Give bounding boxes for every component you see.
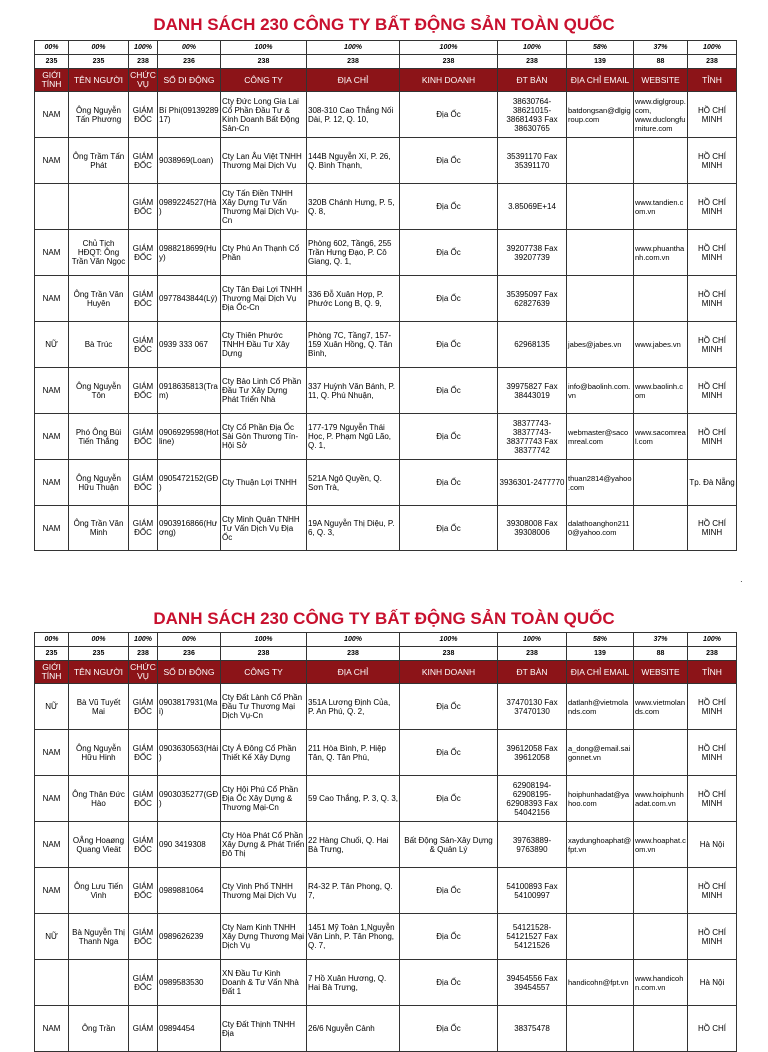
cell-company: Cty Tấn Điền TNHH Xây Dựng Tư Vấn Thương Mại Dịch Vụ-Cn xyxy=(221,184,307,230)
cell-company: Cty Hội Phú Cổ Phần Địa Ốc Xây Dựng & Thương Mại-Cn xyxy=(221,776,307,822)
cell-email: jabes@jabes.vn xyxy=(567,322,634,368)
cell-company: Cty Á Đông Cổ Phần Thiết Kế Xây Dựng xyxy=(221,730,307,776)
cell-person-name: Ông Nguyễn Hữu Hinh xyxy=(69,730,129,776)
count-cell: 238 xyxy=(498,55,567,69)
cell-position: GIÁM ĐỐC xyxy=(129,368,158,414)
cell-mobile: Bí Phi(09139289 17) xyxy=(158,92,221,138)
cell-phone: 37470130 Fax 37470130 xyxy=(498,684,567,730)
cell-province: Hà Nội xyxy=(688,960,737,1006)
cell-company: Cty Tân Đại Lợi TNHH Thương Mại Dịch Vụ Địa Ốc-Cn xyxy=(221,276,307,322)
company-table-2 xyxy=(34,632,737,1052)
cell-business: Địa Ốc xyxy=(400,730,498,776)
cell-phone: 35391170 Fax 35391170 xyxy=(498,138,567,184)
cell-email: datlanh@vietmolands.com xyxy=(567,684,634,730)
cell-address: 521A Ngô Quyền, Q. Sơn Trà, xyxy=(307,460,400,506)
cell-position: GIÁM ĐỐC xyxy=(129,414,158,460)
cell-mobile: 0903630563(Hải) xyxy=(158,730,221,776)
cell-website: www.phuanthanh.com.vn xyxy=(634,230,688,276)
column-header-position: CHỨC VỤ xyxy=(129,661,158,684)
cell-phone: 38375478 xyxy=(498,1006,567,1052)
cell-province: HỒ CHÍ MINH xyxy=(688,730,737,776)
cell-business: Địa Ốc xyxy=(400,1006,498,1052)
count-cell: 238 xyxy=(307,647,400,661)
cell-person-name: Bà Nguyễn Thị Thanh Nga xyxy=(69,914,129,960)
count-row xyxy=(35,647,737,661)
cell-email xyxy=(567,914,634,960)
cell-province: HỒ CHÍ MINH xyxy=(688,414,737,460)
cell-address: 59 Cao Thắng, P. 3, Q. 3, xyxy=(307,776,400,822)
percent-cell: 37% xyxy=(634,633,688,647)
cell-gender: NAM xyxy=(35,230,69,276)
percent-cell: 100% xyxy=(498,633,567,647)
cell-phone: 54121528-54121527 Fax 54121526 xyxy=(498,914,567,960)
cell-mobile: 0903916866(Hương) xyxy=(158,506,221,551)
cell-website xyxy=(634,868,688,914)
cell-company: Cty Thiên Phước TNHH Đầu Tư Xây Dựng xyxy=(221,322,307,368)
cell-mobile: 0989626239 xyxy=(158,914,221,960)
cell-address: 19A Nguyễn Thị Diệu, P. 6, Q. 3, xyxy=(307,506,400,551)
cell-mobile: 0977843844(Lý) xyxy=(158,276,221,322)
percent-cell: 100% xyxy=(400,633,498,647)
cell-phone: 62968135 xyxy=(498,322,567,368)
count-cell: 238 xyxy=(688,647,737,661)
cell-province: HỒ CHÍ MINH xyxy=(688,684,737,730)
count-cell: 235 xyxy=(69,647,129,661)
cell-gender: NỮ xyxy=(35,684,69,730)
count-cell: 238 xyxy=(129,647,158,661)
cell-company: Cty Hòa Phát Cổ Phần Xây Dựng & Phát Triển Đô Thị xyxy=(221,822,307,868)
table-row xyxy=(35,776,737,822)
cell-business: Địa Ốc xyxy=(400,506,498,551)
cell-mobile: 09894454 xyxy=(158,1006,221,1052)
cell-company: Cty Đất Lành Cổ Phần Đầu Tư Thương Mại Dịch Vụ-Cn xyxy=(221,684,307,730)
count-cell: 139 xyxy=(567,647,634,661)
cell-person-name: Ông Trần Văn Minh xyxy=(69,506,129,551)
column-header-business: KINH DOANH xyxy=(400,69,498,92)
cell-position: GIÁM ĐỐC xyxy=(129,322,158,368)
percent-cell: 100% xyxy=(307,41,400,55)
cell-company: Cty Vinh Phố TNHH Thương Mại Dịch Vụ xyxy=(221,868,307,914)
cell-phone: 3936301-2477770 xyxy=(498,460,567,506)
cell-gender: NAM xyxy=(35,730,69,776)
count-cell: 238 xyxy=(498,647,567,661)
cell-person-name: Ông Lưu Tiến Vinh xyxy=(69,868,129,914)
column-header-company: CÔNG TY xyxy=(221,661,307,684)
percent-cell: 100% xyxy=(221,41,307,55)
cell-address: 337 Huỳnh Văn Bánh, P. 11, Q. Phú Nhuận, xyxy=(307,368,400,414)
cell-address: R4-32 P. Tân Phong, Q. 7, xyxy=(307,868,400,914)
cell-business: Địa Ốc xyxy=(400,684,498,730)
cell-position: GIÁM ĐỐC xyxy=(129,776,158,822)
cell-person-name: Phó Ông Bùi Tiến Thắng xyxy=(69,414,129,460)
column-header-address: ĐỊA CHỈ xyxy=(307,69,400,92)
cell-position: GIÁM ĐỐC xyxy=(129,914,158,960)
cell-position: GIÁM ĐỐC xyxy=(129,868,158,914)
cell-position: GIÁM xyxy=(129,1006,158,1052)
cell-phone: 39612058 Fax 39612058 xyxy=(498,730,567,776)
table-row xyxy=(35,960,737,1006)
cell-mobile: 0905472152(GĐ) xyxy=(158,460,221,506)
cell-gender: NAM xyxy=(35,506,69,551)
cell-business: Địa Ốc xyxy=(400,322,498,368)
cell-address: 336 Đỗ Xuân Hợp, P. Phước Long B, Q. 9, xyxy=(307,276,400,322)
percent-cell: 100% xyxy=(307,633,400,647)
cell-website: www.sacomreal.com xyxy=(634,414,688,460)
cell-business: Địa Ốc xyxy=(400,230,498,276)
cell-position: GIÁM ĐỐC xyxy=(129,460,158,506)
cell-province: HỒ CHÍ MINH xyxy=(688,230,737,276)
cell-phone: 39308008 Fax 39308006 xyxy=(498,506,567,551)
cell-phone: 38377743-38377743-38377743 Fax 38377742 xyxy=(498,414,567,460)
cell-business: Địa Ốc xyxy=(400,368,498,414)
cell-phone: 39454556 Fax 39454557 xyxy=(498,960,567,1006)
cell-province: HỒ CHÍ MINH xyxy=(688,506,737,551)
percent-cell: 00% xyxy=(158,633,221,647)
cell-mobile: 0918635813(Tram) xyxy=(158,368,221,414)
column-header-province: TỈNH xyxy=(688,661,737,684)
cell-position: GIÁM ĐỐC xyxy=(129,506,158,551)
count-cell: 238 xyxy=(129,55,158,69)
cell-mobile: 090 3419308 xyxy=(158,822,221,868)
cell-business: Địa Ốc xyxy=(400,414,498,460)
count-cell: 139 xyxy=(567,55,634,69)
count-cell: 88 xyxy=(634,647,688,661)
cell-person-name: Ông Nguyễn Tấn Phương xyxy=(69,92,129,138)
cell-website: www.vietmolands.com xyxy=(634,684,688,730)
cell-address: Phòng 7C, Tầng7, 157-159 Xuân Hồng, Q. Tân Bình, xyxy=(307,322,400,368)
column-header-gender: GIỚI TÍNH xyxy=(35,69,69,92)
cell-position: GIÁM ĐỐC xyxy=(129,138,158,184)
cell-mobile: 0988218699(Huy) xyxy=(158,230,221,276)
cell-mobile: 0903035277(GĐ) xyxy=(158,776,221,822)
cell-person-name: Bà Trúc xyxy=(69,322,129,368)
cell-gender: NAM xyxy=(35,1006,69,1052)
column-header-website: WEBSITE xyxy=(634,661,688,684)
cell-mobile: 0906929598(Hotline) xyxy=(158,414,221,460)
cell-email: handicohn@fpt.vn xyxy=(567,960,634,1006)
stray-mark: · xyxy=(740,577,743,586)
cell-person-name: OÂng Hoaøng Quang Vieät xyxy=(69,822,129,868)
cell-province: HỒ CHÍ MINH xyxy=(688,276,737,322)
cell-position: GIÁM ĐỐC xyxy=(129,230,158,276)
cell-phone: 35395097 Fax 62827639 xyxy=(498,276,567,322)
cell-email: dalathoanghon2110@yahoo.com xyxy=(567,506,634,551)
column-header-email: ĐỊA CHỈ EMAIL xyxy=(567,661,634,684)
cell-business: Địa Ốc xyxy=(400,184,498,230)
header-row xyxy=(35,661,737,684)
cell-business: Địa Ốc xyxy=(400,776,498,822)
column-header-mobile: SỐ DI ĐỘNG xyxy=(158,661,221,684)
table-row xyxy=(35,1006,737,1052)
cell-company: Cty Thuận Lợi TNHH xyxy=(221,460,307,506)
cell-province: HỒ CHÍ MINH xyxy=(688,184,737,230)
count-cell: 238 xyxy=(688,55,737,69)
count-cell: 235 xyxy=(35,647,69,661)
column-header-website: WEBSITE xyxy=(634,69,688,92)
cell-address: 7 Hồ Xuân Hương, Q. Hai Bà Trưng, xyxy=(307,960,400,1006)
count-cell: 235 xyxy=(69,55,129,69)
column-header-mobile: SỐ DI ĐỘNG xyxy=(158,69,221,92)
percent-cell: 00% xyxy=(69,41,129,55)
cell-person-name xyxy=(69,960,129,1006)
page-title-1: DANH SÁCH 230 CÔNG TY BẤT ĐỘNG SẢN TOÀN QUỐC xyxy=(153,15,615,34)
cell-person-name: Ông Trần Văn Huyên xyxy=(69,276,129,322)
cell-position: GIÁM ĐỐC xyxy=(129,960,158,1006)
cell-company: Cty Nam Kinh TNHH Xây Dựng Thương Mại Dịch Vụ xyxy=(221,914,307,960)
cell-business: Địa Ốc xyxy=(400,138,498,184)
cell-business: Địa Ốc xyxy=(400,92,498,138)
cell-email: xaydunghoaphat@fpt.vn xyxy=(567,822,634,868)
column-header-position: CHỨC VỤ xyxy=(129,69,158,92)
cell-gender: NAM xyxy=(35,138,69,184)
column-header-person-name: TÊN NGƯỜI xyxy=(69,661,129,684)
cell-position: GIÁM ĐỐC xyxy=(129,822,158,868)
cell-business: Địa Ốc xyxy=(400,914,498,960)
count-cell: 235 xyxy=(35,55,69,69)
cell-email xyxy=(567,868,634,914)
count-cell: 236 xyxy=(158,55,221,69)
cell-person-name: Ông Thân Đức Hào xyxy=(69,776,129,822)
count-cell: 238 xyxy=(400,647,498,661)
cell-province: HỒ CHÍ MINH xyxy=(688,914,737,960)
cell-website: www.handicohn.com.vn xyxy=(634,960,688,1006)
cell-gender xyxy=(35,960,69,1006)
cell-mobile: 0989881064 xyxy=(158,868,221,914)
percent-cell: 00% xyxy=(35,41,69,55)
cell-address: 144B Nguyễn Xí, P. 26, Q. Bình Thạnh, xyxy=(307,138,400,184)
cell-position: GIÁM ĐỐC xyxy=(129,730,158,776)
cell-province: HỒ CHÍ xyxy=(688,1006,737,1052)
cell-address: Phòng 602, Tầng6, 255 Trần Hưng Đạo, P. Cô Giang, Q. 1, xyxy=(307,230,400,276)
cell-province: Tp. Đà Nẵng xyxy=(688,460,737,506)
table-row xyxy=(35,914,737,960)
percent-cell: 100% xyxy=(129,41,158,55)
cell-phone: 39975827 Fax 38443019 xyxy=(498,368,567,414)
table-row xyxy=(35,684,737,730)
cell-gender: NỮ xyxy=(35,914,69,960)
column-header-person-name: TÊN NGƯỜI xyxy=(69,69,129,92)
count-cell: 238 xyxy=(307,55,400,69)
percent-cell: 100% xyxy=(498,41,567,55)
cell-company: Cty Minh Quân TNHH Tư Vấn Dịch Vụ Địa Ốc xyxy=(221,506,307,551)
column-header-phone: ĐT BÀN xyxy=(498,69,567,92)
table-row xyxy=(35,868,737,914)
cell-gender: NAM xyxy=(35,414,69,460)
cell-website xyxy=(634,914,688,960)
cell-province: HỒ CHÍ MINH xyxy=(688,138,737,184)
cell-company: Cty Phú An Thạnh Cổ Phần xyxy=(221,230,307,276)
column-header-business: KINH DOANH xyxy=(400,661,498,684)
cell-person-name: Ông Nguyễn Tôn xyxy=(69,368,129,414)
cell-person-name: Ông Trầm Tấn Phát xyxy=(69,138,129,184)
column-header-phone: ĐT BÀN xyxy=(498,661,567,684)
percent-cell: 58% xyxy=(567,633,634,647)
cell-business: Địa Ốc xyxy=(400,460,498,506)
cell-email: webmaster@sacomreal.com xyxy=(567,414,634,460)
cell-person-name: Bà Vũ Tuyết Mai xyxy=(69,684,129,730)
percent-cell: 100% xyxy=(400,41,498,55)
cell-gender: NAM xyxy=(35,822,69,868)
page-title-2: DANH SÁCH 230 CÔNG TY BẤT ĐỘNG SẢN TOÀN QUỐC xyxy=(153,609,615,628)
table-row xyxy=(35,822,737,868)
cell-mobile: 0903817931(Mai) xyxy=(158,684,221,730)
percent-cell: 00% xyxy=(35,633,69,647)
cell-address: 308-310 Cao Thắng Nối Dài, P. 12, Q. 10, xyxy=(307,92,400,138)
cell-website xyxy=(634,730,688,776)
percent-cell: 00% xyxy=(69,633,129,647)
cell-business: Địa Ốc xyxy=(400,276,498,322)
column-header-company: CÔNG TY xyxy=(221,69,307,92)
count-cell: 238 xyxy=(221,55,307,69)
column-header-address: ĐỊA CHỈ xyxy=(307,661,400,684)
cell-business: Địa Ốc xyxy=(400,868,498,914)
cell-phone: 39763889-9763890 xyxy=(498,822,567,868)
cell-address: 26/6 Nguyễn Cảnh xyxy=(307,1006,400,1052)
percent-cell: 37% xyxy=(634,41,688,55)
cell-email: thuan2814@yahoo.com xyxy=(567,460,634,506)
cell-address: 211 Hòa Bình, P. Hiệp Tân, Q. Tân Phú, xyxy=(307,730,400,776)
cell-province: HỒ CHÍ MINH xyxy=(688,868,737,914)
cell-province: Hà Nội xyxy=(688,822,737,868)
cell-address: 22 Hàng Chuối, Q. Hai Bà Trưng, xyxy=(307,822,400,868)
cell-business: Bất Động Sản-Xây Dựng & Quản Lý xyxy=(400,822,498,868)
cell-gender: NAM xyxy=(35,368,69,414)
cell-address: 1451 Mỹ Toàn 1,Nguyễn Văn Linh, P. Tân Phong, Q. 7, xyxy=(307,914,400,960)
cell-gender: NAM xyxy=(35,460,69,506)
percent-cell: 58% xyxy=(567,41,634,55)
percent-cell: 100% xyxy=(688,633,737,647)
cell-phone: 3.85069E+14 xyxy=(498,184,567,230)
cell-email: info@baolinh.com.vn xyxy=(567,368,634,414)
percent-cell: 100% xyxy=(688,41,737,55)
column-header-gender: GIỚI TÍNH xyxy=(35,661,69,684)
cell-email xyxy=(567,1006,634,1052)
cell-gender: NAM xyxy=(35,92,69,138)
count-cell: 88 xyxy=(634,55,688,69)
cell-province: HỒ CHÍ MINH xyxy=(688,92,737,138)
cell-company: Cty Đức Long Gia Lai Cổ Phần Đầu Tư & Kinh Doanh Bất Động Sản-Cn xyxy=(221,92,307,138)
cell-gender: NAM xyxy=(35,868,69,914)
count-cell: 238 xyxy=(221,647,307,661)
cell-website: www.diglgroup.com, www.duclongfurniture.com xyxy=(634,92,688,138)
cell-company: XN Đầu Tư Kinh Doanh & Tư Vấn Nhà Đất 1 xyxy=(221,960,307,1006)
cell-position: GIÁM ĐỐC xyxy=(129,92,158,138)
percent-cell: 100% xyxy=(129,633,158,647)
cell-company: Cty Lan Âu Việt TNHH Thương Mại Dịch Vụ xyxy=(221,138,307,184)
cell-gender: NỮ xyxy=(35,322,69,368)
cell-position: GIÁM ĐỐC xyxy=(129,276,158,322)
cell-mobile: 9038969(Loan) xyxy=(158,138,221,184)
cell-person-name: Ông Nguyễn Hữu Thuận xyxy=(69,460,129,506)
count-cell: 236 xyxy=(158,647,221,661)
cell-gender: NAM xyxy=(35,276,69,322)
cell-website: www.tandien.com.vn xyxy=(634,184,688,230)
cell-gender: NAM xyxy=(35,776,69,822)
cell-mobile: 0989583530 xyxy=(158,960,221,1006)
cell-company: Cty Đất Thịnh TNHH Địa xyxy=(221,1006,307,1052)
cell-phone: 38630764-38621015-38681493 Fax 38630765 xyxy=(498,92,567,138)
cell-company: Cty Cổ Phần Địa Ốc Sài Gòn Thương Tín-Hội Sở xyxy=(221,414,307,460)
column-header-province: TỈNH xyxy=(688,69,737,92)
percent-cell: 100% xyxy=(221,633,307,647)
cell-website: www.hoaphat.com.vn xyxy=(634,822,688,868)
cell-email: a_dong@email.saigonnet.vn xyxy=(567,730,634,776)
cell-website: www.baolinh.com xyxy=(634,368,688,414)
cell-address: 177-179 Nguyễn Thái Học, P. Phạm Ngũ Lão, Q. 1, xyxy=(307,414,400,460)
cell-address: 351A Lương Định Của, P. An Phú, Q. 2, xyxy=(307,684,400,730)
cell-email: batdongsan@dlgigroup.com xyxy=(567,92,634,138)
cell-province: HỒ CHÍ MINH xyxy=(688,776,737,822)
table-row xyxy=(35,730,737,776)
cell-website xyxy=(634,1006,688,1052)
cell-person-name: Chủ Tịch HĐQT: Ông Trần Văn Ngọc xyxy=(69,230,129,276)
cell-website: www.hoiphunhadat.com.vn xyxy=(634,776,688,822)
cell-province: HỒ CHÍ MINH xyxy=(688,368,737,414)
cell-position: GIÁM ĐỐC xyxy=(129,184,158,230)
cell-position: GIÁM ĐỐC xyxy=(129,684,158,730)
percent-row xyxy=(35,633,737,647)
cell-province: HỒ CHÍ MINH xyxy=(688,322,737,368)
cell-phone: 39207738 Fax 39207739 xyxy=(498,230,567,276)
cell-email: hoiphunhadat@yahoo.com xyxy=(567,776,634,822)
cell-address: 320B Chánh Hưng, P. 5, Q. 8, xyxy=(307,184,400,230)
cell-phone: 62908194-62908195-62908393 Fax 54042156 xyxy=(498,776,567,822)
cell-person-name: Ông Trần xyxy=(69,1006,129,1052)
cell-company: Cty Bảo Linh Cổ Phần Đầu Tư Xây Dựng Phát Triển Nhà xyxy=(221,368,307,414)
column-header-email: ĐỊA CHỈ EMAIL xyxy=(567,69,634,92)
cell-mobile: 0989224527(Hà) xyxy=(158,184,221,230)
cell-mobile: 0939 333 067 xyxy=(158,322,221,368)
percent-cell: 00% xyxy=(158,41,221,55)
cell-business: Địa Ốc xyxy=(400,960,498,1006)
cell-website: www.jabes.vn xyxy=(634,322,688,368)
count-cell: 238 xyxy=(400,55,498,69)
cell-phone: 54100893 Fax 54100997 xyxy=(498,868,567,914)
